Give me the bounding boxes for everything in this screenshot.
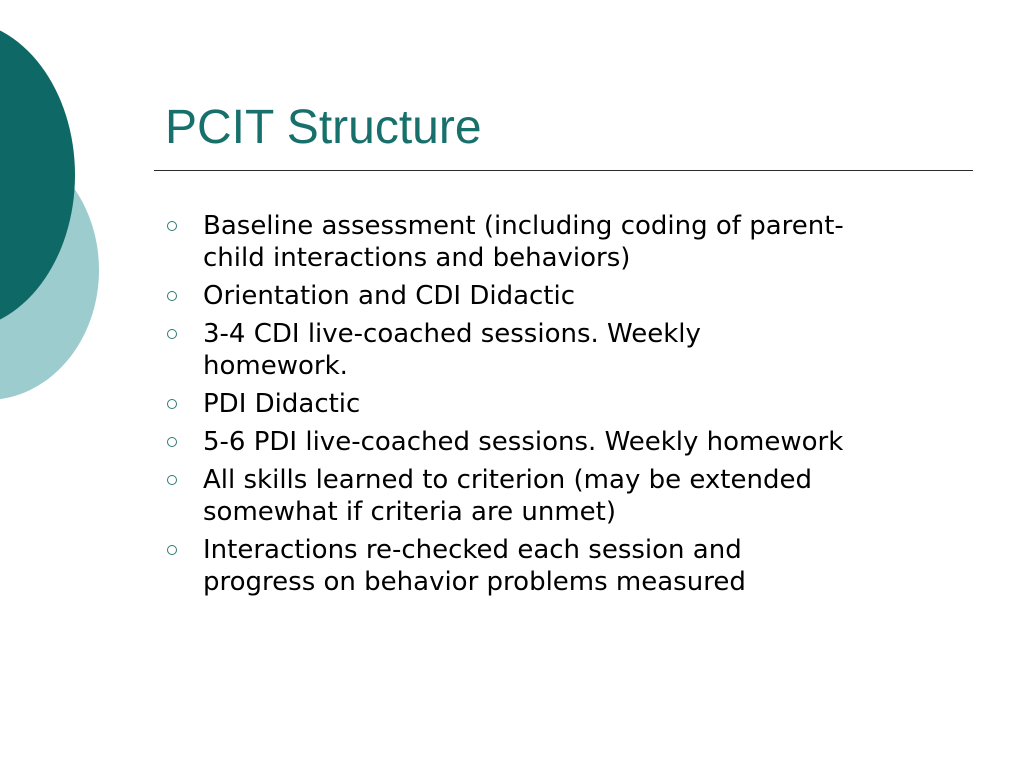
bullet-text-line: somewhat if criteria are unmet): [203, 497, 616, 527]
bullet-text-line: child interactions and behaviors): [203, 243, 631, 273]
hollow-circle-icon: [167, 475, 177, 485]
bullet-item: [165, 318, 975, 382]
bullet-item: [165, 210, 975, 274]
title-divider: [154, 170, 973, 171]
hollow-circle-icon: [167, 221, 177, 231]
slide-title: PCIT Structure: [165, 101, 482, 154]
hollow-circle-icon: [167, 437, 177, 447]
bullet-text-line: Orientation and CDI Didactic: [203, 281, 576, 311]
bullet-item: [165, 534, 975, 598]
bullet-text-line: 5-6 PDI live-coached sessions. Weekly homework: [203, 427, 844, 457]
bullet-text-line: Interactions re-checked each session and: [203, 535, 742, 565]
bullet-list: [165, 210, 975, 604]
bullet-text-line: All skills learned to criterion (may be extended: [203, 465, 812, 495]
bullet-text-line: 3-4 CDI live-coached sessions. Weekly: [203, 319, 701, 349]
hollow-circle-icon: [167, 291, 177, 301]
bullet-text-line: progress on behavior problems measured: [203, 567, 746, 597]
bullet-item: [165, 280, 975, 312]
bullet-text-line: homework.: [203, 351, 348, 381]
hollow-circle-icon: [167, 545, 177, 555]
bullet-text-line: Baseline assessment (including coding of parent-: [203, 211, 844, 241]
hollow-circle-icon: [167, 399, 177, 409]
bullet-item: [165, 426, 975, 458]
bullet-text-line: PDI Didactic: [203, 389, 361, 419]
hollow-circle-icon: [167, 329, 177, 339]
bullet-item: [165, 464, 975, 528]
bullet-item: [165, 388, 975, 420]
